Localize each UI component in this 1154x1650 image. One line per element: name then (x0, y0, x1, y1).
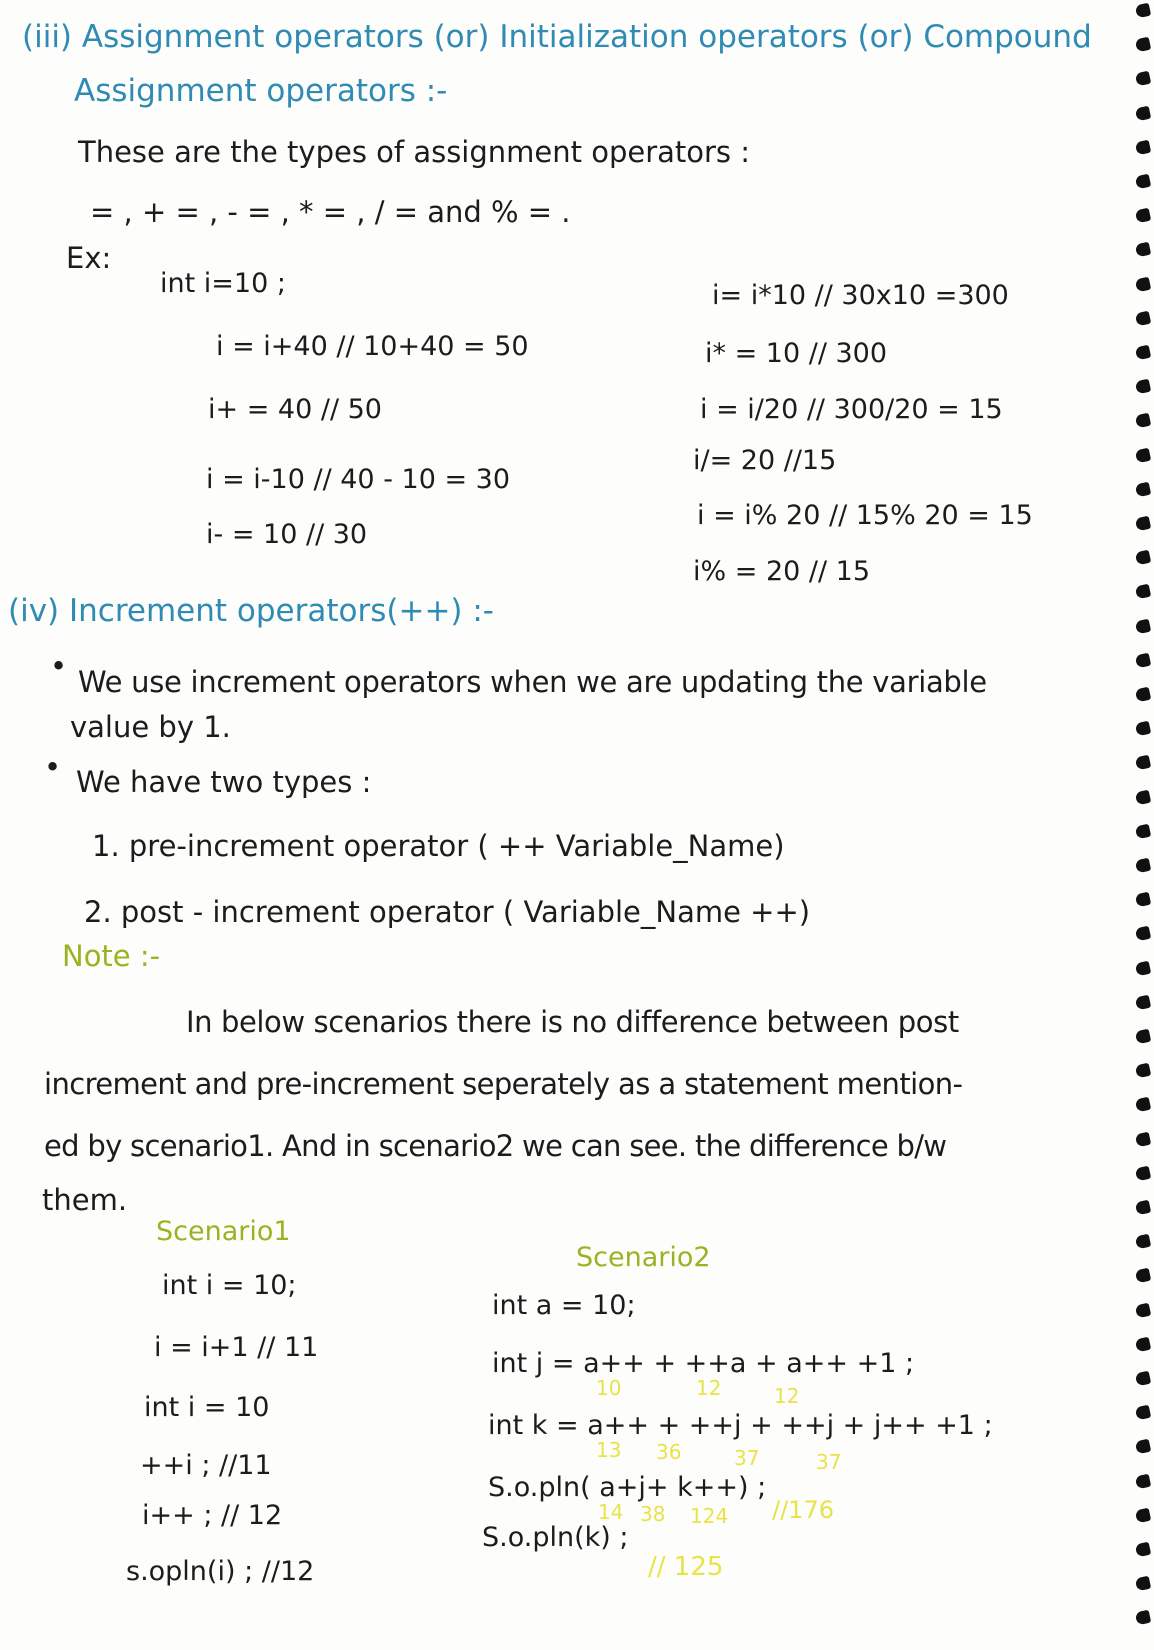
spiral-hole (1135, 208, 1151, 224)
right-example-line: i = i% 20 // 15% 20 = 15 (697, 500, 1033, 531)
spiral-hole (1135, 755, 1151, 771)
spiral-hole (1135, 1542, 1151, 1558)
note-line2: increment and pre-increment seperately as a statement mention- (44, 1067, 963, 1101)
bullet-dot: • (50, 649, 68, 683)
operators-list: = , + = , - = , * = , / = and % = . (90, 195, 571, 229)
spiral-hole (1135, 1063, 1151, 1079)
bullet1-line2: value by 1. (70, 710, 231, 744)
spiral-hole (1135, 584, 1151, 600)
left-example-line: i = i+40 // 10+40 = 50 (216, 331, 529, 362)
left-example-line: i+ = 40 // 50 (208, 394, 382, 425)
spiral-hole (1135, 311, 1151, 327)
spiral-hole (1135, 106, 1151, 122)
right-example-line: i = i/20 // 300/20 = 15 (700, 394, 1003, 425)
scenario1-line: s.opln(i) ; //12 (126, 1556, 315, 1587)
section4-heading: (iv) Increment operators(++) :- (8, 593, 494, 629)
scenario1-line: ++i ; //11 (140, 1450, 272, 1481)
bullet-dot: • (44, 750, 62, 784)
spiral-hole (1135, 345, 1151, 361)
note-line3: ed by scenario1. And in scenario2 we can see. the difference b/w (44, 1129, 947, 1163)
spiral-hole (1135, 71, 1151, 87)
annotation-k: 37 (734, 1446, 760, 1470)
left-example-line: int i=10 ; (160, 268, 286, 299)
right-example-line: i/= 20 //15 (693, 445, 837, 476)
spiral-hole (1135, 3, 1151, 19)
spiral-hole (1135, 482, 1151, 498)
right-example-line: i= i*10 // 30x10 =300 (712, 280, 1009, 311)
spiral-hole (1135, 413, 1151, 429)
spiral-hole (1135, 277, 1151, 293)
annotation-j: 12 (696, 1376, 722, 1400)
spiral-hole (1135, 174, 1151, 190)
scenario2-line: int j = a++ + ++a + a++ +1 ; (492, 1348, 915, 1379)
right-example-line: i* = 10 // 300 (705, 338, 888, 369)
annotation-print: 38 (640, 1502, 666, 1526)
scenario1-line: i = i+1 // 11 (154, 1332, 319, 1363)
spiral-hole (1135, 1166, 1151, 1182)
spiral-hole (1135, 926, 1151, 942)
spiral-hole (1135, 516, 1151, 532)
spiral-hole (1135, 858, 1151, 874)
spiral-hole (1135, 892, 1151, 908)
scenario2-line: S.o.pln(k) ; (482, 1522, 629, 1553)
spiral-hole (1135, 1303, 1151, 1319)
spiral-hole (1135, 379, 1151, 395)
note-label: Note :- (62, 939, 161, 973)
scenario1-line: int i = 10; (162, 1270, 297, 1301)
bullet2: We have two types : (76, 765, 372, 799)
annotation-k: 13 (596, 1438, 622, 1462)
annotation-k-result: // 125 (648, 1552, 724, 1582)
notebook-spiral (1126, 0, 1154, 1650)
section3-heading-line1: (iii) Assignment operators (or) Initialization operators (or) Compound (22, 19, 1092, 55)
spiral-hole (1135, 1097, 1151, 1113)
annotation-print-result: //176 (772, 1496, 834, 1524)
left-example-line: i = i-10 // 40 - 10 = 30 (206, 464, 511, 495)
spiral-hole (1135, 687, 1151, 703)
spiral-hole (1135, 1439, 1151, 1455)
scenario1-line: i++ ; // 12 (142, 1500, 283, 1531)
note-line1: In below scenarios there is no difference between post (186, 1005, 959, 1039)
spiral-hole (1135, 1610, 1151, 1626)
scenario1-line: int i = 10 (144, 1392, 270, 1423)
annotation-k: 37 (816, 1450, 842, 1474)
spiral-hole (1135, 242, 1151, 258)
spiral-hole (1135, 1474, 1151, 1490)
spiral-hole (1135, 824, 1151, 840)
type2-post-increment: 2. post - increment operator ( Variable_Name ++) (84, 895, 811, 929)
spiral-hole (1135, 550, 1151, 566)
example-label: Ex: (66, 241, 112, 275)
section3-heading-line2: Assignment operators :- (74, 73, 448, 109)
spiral-hole (1135, 1405, 1151, 1421)
spiral-hole (1135, 995, 1151, 1011)
scenario2-title: Scenario2 (576, 1242, 711, 1273)
spiral-hole (1135, 961, 1151, 977)
annotation-print: 14 (598, 1500, 624, 1524)
spiral-hole (1135, 790, 1151, 806)
spiral-hole (1135, 721, 1151, 737)
spiral-hole (1135, 1337, 1151, 1353)
annotation-k: 36 (656, 1440, 682, 1464)
scenario1-title: Scenario1 (156, 1216, 291, 1247)
type1-pre-increment: 1. pre-increment operator ( ++ Variable_Name) (92, 829, 785, 863)
bullet1-line1: We use increment operators when we are updating the variable (78, 665, 987, 699)
scenario2-line: int a = 10; (492, 1290, 636, 1321)
right-example-line: i% = 20 // 15 (693, 556, 871, 587)
spiral-hole (1135, 619, 1151, 635)
scenario2-line: int k = a++ + ++j + ++j + j++ +1 ; (488, 1410, 993, 1441)
spiral-hole (1135, 1029, 1151, 1045)
spiral-hole (1135, 140, 1151, 156)
left-example-line: i- = 10 // 30 (206, 519, 368, 550)
section3-intro: These are the types of assignment operators : (78, 135, 751, 169)
spiral-hole (1135, 1132, 1151, 1148)
spiral-hole (1135, 1576, 1151, 1592)
annotation-print: 124 (690, 1504, 729, 1528)
spiral-hole (1135, 1268, 1151, 1284)
spiral-hole (1135, 1200, 1151, 1216)
spiral-hole (1135, 1371, 1151, 1387)
note-line4: them. (42, 1183, 128, 1217)
spiral-hole (1135, 653, 1151, 669)
scenario2-line: S.o.pln( a+j+ k++) ; (488, 1472, 767, 1503)
spiral-hole (1135, 1234, 1151, 1250)
spiral-hole (1135, 37, 1151, 53)
spiral-hole (1135, 1508, 1151, 1524)
annotation-j: 12 (774, 1384, 800, 1408)
annotation-j: 10 (596, 1376, 622, 1400)
spiral-hole (1135, 448, 1151, 464)
